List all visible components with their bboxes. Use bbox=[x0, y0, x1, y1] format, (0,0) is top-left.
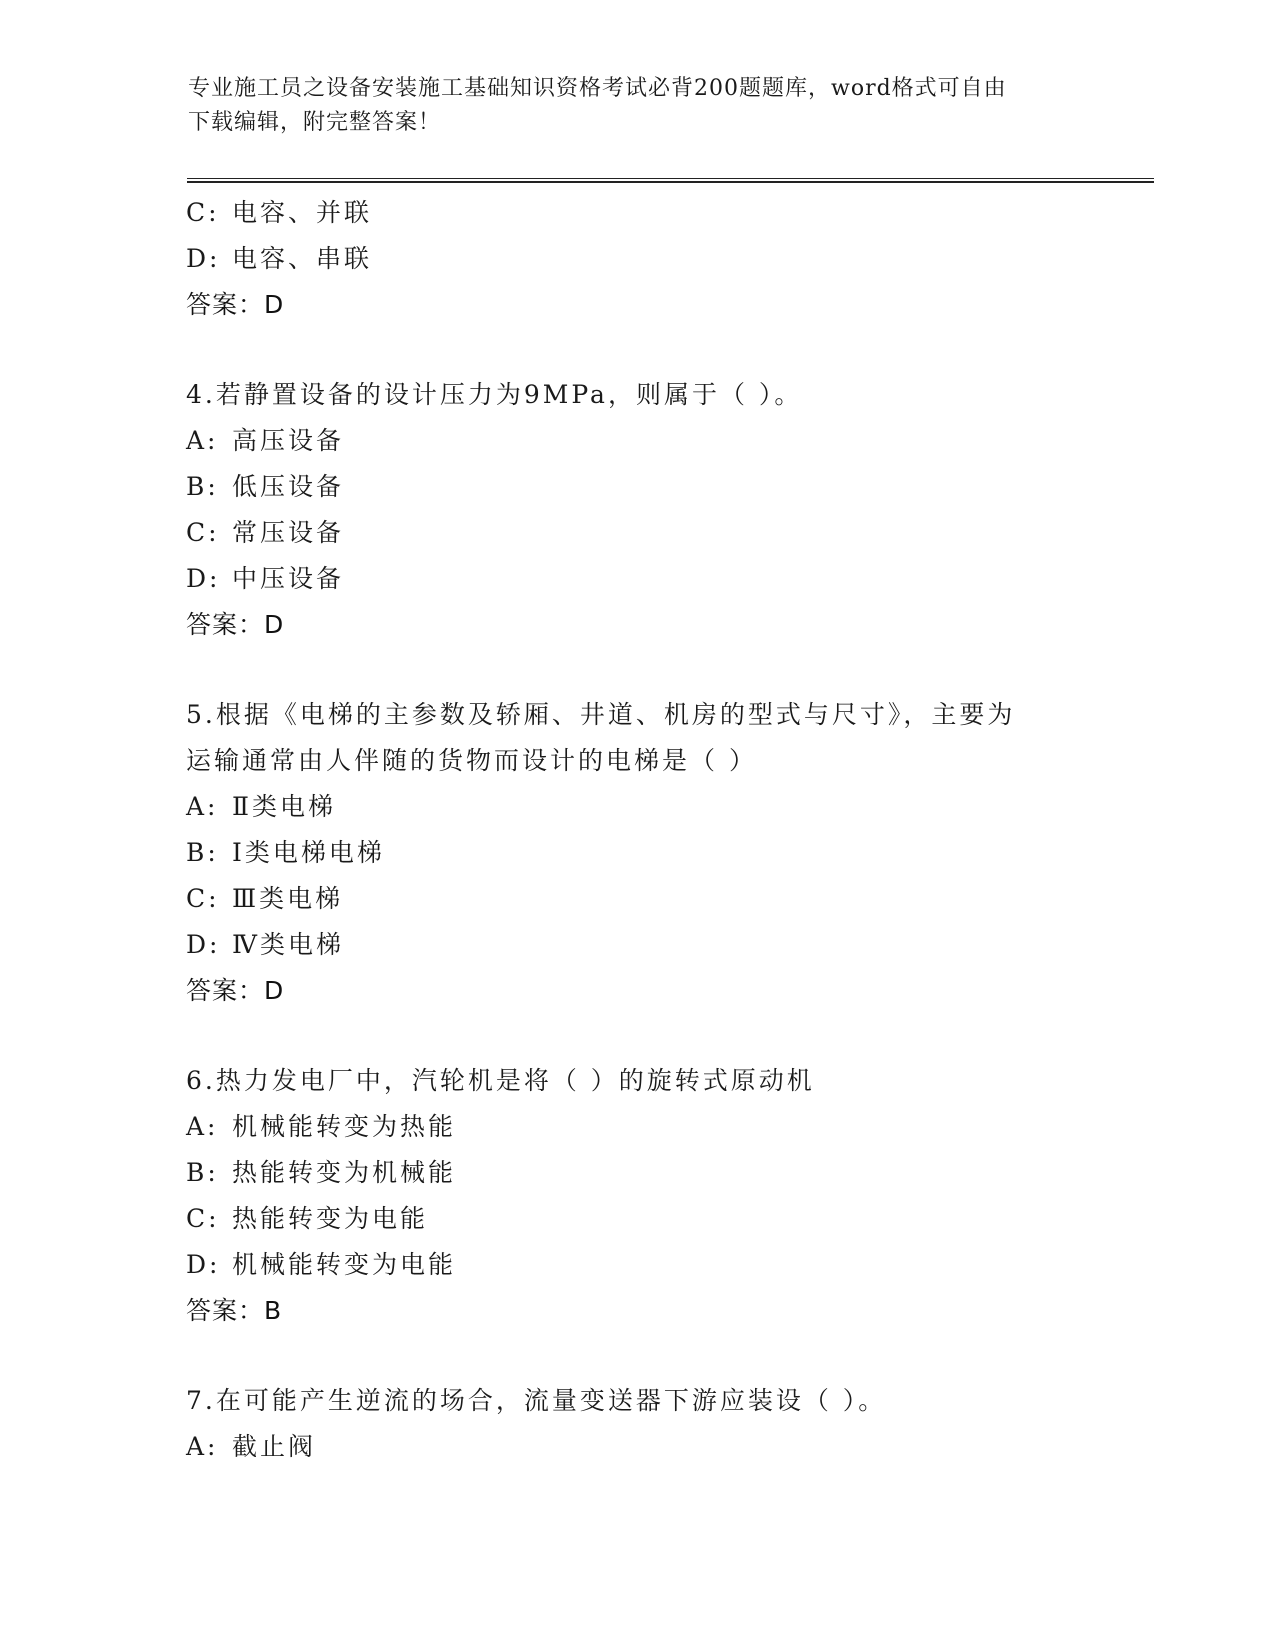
option-text: 热能转变为机械能 bbox=[232, 1158, 457, 1187]
option-key: C: bbox=[186, 518, 220, 547]
option-text: 热能转变为电能 bbox=[232, 1204, 429, 1233]
header-line-1: 专业施工员之设备安装施工基础知识资格考试必背200题题库，word格式可自由 bbox=[188, 76, 1007, 101]
option-key: B: bbox=[186, 472, 219, 501]
answer-line: 答案：D bbox=[186, 976, 285, 1005]
answer-line: 答案：B bbox=[186, 1296, 283, 1325]
option-d bbox=[186, 556, 1086, 602]
option-b bbox=[186, 1150, 1086, 1196]
option-c bbox=[186, 876, 1086, 922]
header-line-2: 下载编辑，附完整答案！ bbox=[188, 110, 442, 135]
option-d bbox=[186, 1242, 1086, 1288]
spacer bbox=[186, 648, 1086, 692]
option-text: 中压设备 bbox=[232, 564, 345, 593]
option-text: 高压设备 bbox=[232, 426, 345, 455]
option-key: D: bbox=[186, 564, 221, 593]
header-divider-thick bbox=[187, 181, 1154, 183]
question-stem-line-1: 5.根据《电梯的主参数及轿厢、井道、机房的型式与尺寸》，主要为 bbox=[186, 700, 1016, 729]
option-key: C: bbox=[186, 198, 220, 227]
question-stem: 4.若静置设备的设计压力为9MPa，则属于（ ）。 bbox=[186, 380, 803, 409]
option-a bbox=[186, 784, 1086, 830]
option-b bbox=[186, 464, 1086, 510]
answer-line: 答案：D bbox=[186, 610, 285, 639]
header-divider-thin bbox=[187, 178, 1154, 179]
option-key: D: bbox=[186, 930, 221, 959]
question-7 bbox=[186, 1378, 1086, 1470]
spacer bbox=[186, 1334, 1086, 1378]
spacer bbox=[186, 1014, 1086, 1058]
option-key: C: bbox=[186, 884, 220, 913]
option-key: B: bbox=[186, 1158, 219, 1187]
option-c bbox=[186, 510, 1086, 556]
question-stem-line-2: 运输通常由人伴随的货物而设计的电梯是（ ） bbox=[186, 746, 757, 775]
question-list bbox=[186, 190, 1086, 1470]
option-text: 机械能转变为电能 bbox=[232, 1250, 457, 1279]
question-5 bbox=[186, 692, 1086, 1014]
option-text: 电容、并联 bbox=[232, 198, 373, 227]
option-key: C: bbox=[186, 1204, 220, 1233]
question-6 bbox=[186, 1058, 1086, 1334]
question-4 bbox=[186, 372, 1086, 648]
option-text: Ⅰ类电梯电梯 bbox=[232, 838, 385, 867]
option-c bbox=[186, 190, 1086, 236]
question-stem: 7.在可能产生逆流的场合，流量变送器下游应装设（ ）。 bbox=[186, 1386, 887, 1415]
option-text: 机械能转变为热能 bbox=[232, 1112, 457, 1141]
page-header bbox=[188, 72, 1088, 140]
option-key: D: bbox=[186, 1250, 221, 1279]
option-a bbox=[186, 1424, 1086, 1470]
option-key: A: bbox=[186, 1112, 219, 1141]
answer-line: 答案：D bbox=[186, 290, 285, 319]
option-key: A: bbox=[186, 426, 219, 455]
option-key: D: bbox=[186, 244, 221, 273]
option-key: A: bbox=[186, 792, 219, 821]
option-text: 低压设备 bbox=[232, 472, 345, 501]
option-text: Ⅱ类电梯 bbox=[232, 792, 336, 821]
spacer bbox=[186, 328, 1086, 372]
option-b bbox=[186, 830, 1086, 876]
option-text: 电容、串联 bbox=[232, 244, 373, 273]
option-c bbox=[186, 1196, 1086, 1242]
question-stem: 6.热力发电厂中，汽轮机是将（ ）的旋转式原动机 bbox=[186, 1066, 815, 1095]
option-d bbox=[186, 236, 1086, 282]
option-text: 常压设备 bbox=[232, 518, 345, 547]
option-key: A: bbox=[186, 1432, 219, 1461]
option-text: Ⅲ类电梯 bbox=[232, 884, 344, 913]
option-key: B: bbox=[186, 838, 219, 867]
option-d bbox=[186, 922, 1086, 968]
option-text: Ⅳ类电梯 bbox=[232, 930, 344, 959]
question-3 bbox=[186, 190, 1086, 328]
option-text: 截止阀 bbox=[232, 1432, 317, 1461]
option-a bbox=[186, 1104, 1086, 1150]
option-a bbox=[186, 418, 1086, 464]
